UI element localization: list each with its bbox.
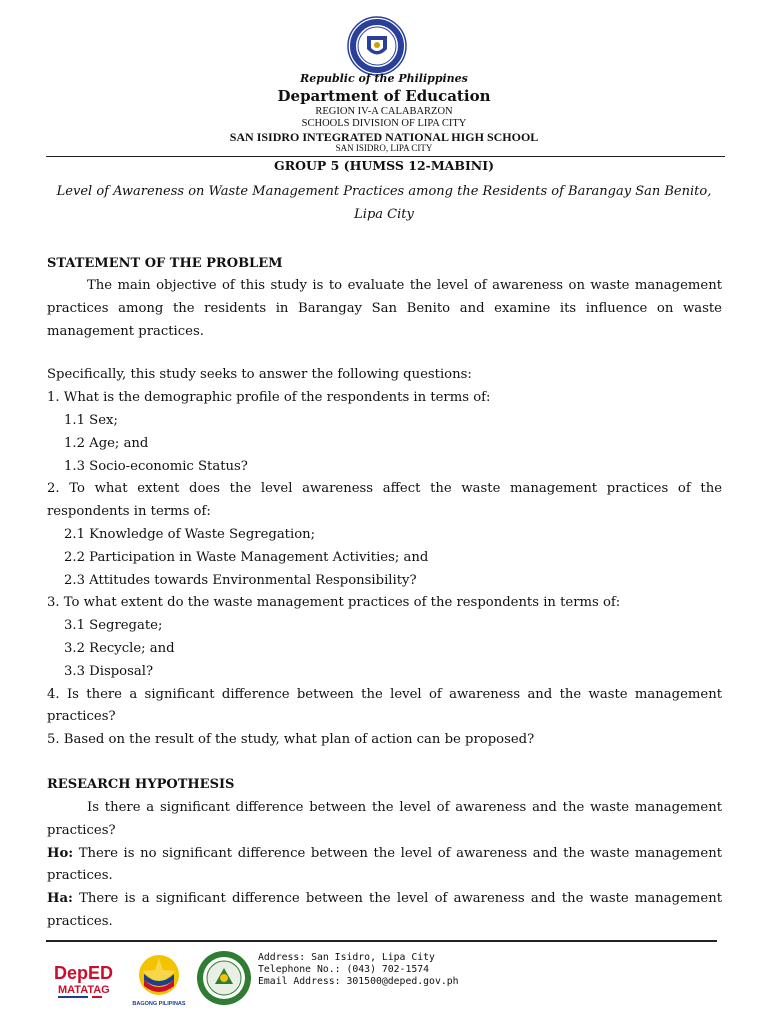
objective-paragraph: The main objective of this study is to evaluate the level of awareness on waste management practices among the residents in Barangay San Benito and examine its influence on waste management practices.	[47, 278, 722, 339]
question-3-3: 3.3 Disposal?	[64, 663, 154, 679]
question-1-1: 1.1 Sex;	[64, 412, 118, 428]
question-2-3: 2.3 Attitudes towards Environmental Responsibility?	[64, 572, 417, 588]
question-3-2: 3.2 Recycle; and	[64, 640, 175, 656]
footer-address: Address: San Isidro, Lipa City	[258, 952, 435, 963]
school-seal-logo	[196, 950, 252, 1006]
alternative-hypothesis-text: There is a significant difference between the level of awareness and the waste management practices.	[47, 891, 722, 929]
question-1-3: 1.3 Socio-economic Status?	[64, 458, 248, 474]
bagong-pilipinas-text: BAGONG PILIPINAS	[132, 1001, 186, 1007]
region-line: REGION IV-A CALABARZON	[315, 106, 453, 117]
hypothesis-section	[47, 797, 722, 934]
hypothesis-question: Is there a significant difference between the level of awareness and the waste management practices?	[47, 800, 722, 838]
questions-intro: Specifically, this study seeks to answer the following questions:	[47, 367, 472, 383]
question-1: 1. What is the demographic profile of the respondents in terms of:	[47, 390, 491, 406]
department-heading: Department of Education	[277, 87, 491, 105]
school-address: SAN ISIDRO, LIPA CITY	[335, 143, 433, 153]
question-2: 2. To what extent does the level awareness affect the waste management practices of the respondents in terms of:	[47, 481, 722, 520]
hypothesis-heading: RESEARCH HYPOTHESIS	[47, 777, 235, 792]
deped-seal-logo	[347, 16, 407, 76]
study-title: Level of Awareness on Waste Management Practices among the Residents of Barangay San Benito, Lipa City	[56, 184, 712, 222]
alternative-hypothesis-label: Ha:	[47, 891, 73, 907]
group-label: GROUP 5 (HUMSS 12-MABINI)	[274, 158, 494, 173]
footer-contact	[258, 952, 459, 988]
question-2-1: 2.1 Knowledge of Waste Segregation;	[64, 526, 316, 542]
question-2-2: 2.2 Participation in Waste Management Activities; and	[64, 549, 429, 565]
footer-email: Email Address: 301500@deped.gov.ph	[258, 976, 459, 987]
null-hypothesis	[47, 843, 722, 889]
alternative-hypothesis	[47, 888, 722, 934]
school-name: SAN ISIDRO INTEGRATED NATIONAL HIGH SCHOOL	[229, 130, 539, 144]
matatag-logo-text: MATATAG	[58, 984, 110, 996]
null-hypothesis-text: There is no significant difference between the level of awareness and the waste management practices.	[47, 845, 722, 884]
deped-matatag-logo	[52, 955, 122, 1005]
question-1-2: 1.2 Age; and	[64, 435, 149, 451]
republic-heading: Republic of the Philippines	[300, 72, 468, 85]
deped-logo-text: DepED	[54, 963, 114, 983]
question-4: 4. Is there a significant difference between the level of awareness and the waste management practices?	[47, 686, 722, 725]
division-line: SCHOOLS DIVISION OF LIPA CITY	[301, 118, 467, 129]
header-divider	[46, 156, 725, 157]
question-5: 5. Based on the result of the study, what plan of action can be proposed?	[47, 732, 535, 748]
problem-section	[47, 275, 722, 752]
question-3: 3. To what extent do the waste management practices of the respondents in terms of:	[47, 595, 621, 611]
footer-divider	[46, 940, 717, 942]
problem-heading: STATEMENT OF THE PROBLEM	[47, 256, 283, 271]
question-3-1: 3.1 Segregate;	[64, 618, 163, 634]
null-hypothesis-label: Ho:	[47, 845, 74, 861]
bagong-pilipinas-logo	[130, 950, 188, 1008]
footer-telephone: Telephone No.: (043) 702-1574	[258, 964, 430, 975]
